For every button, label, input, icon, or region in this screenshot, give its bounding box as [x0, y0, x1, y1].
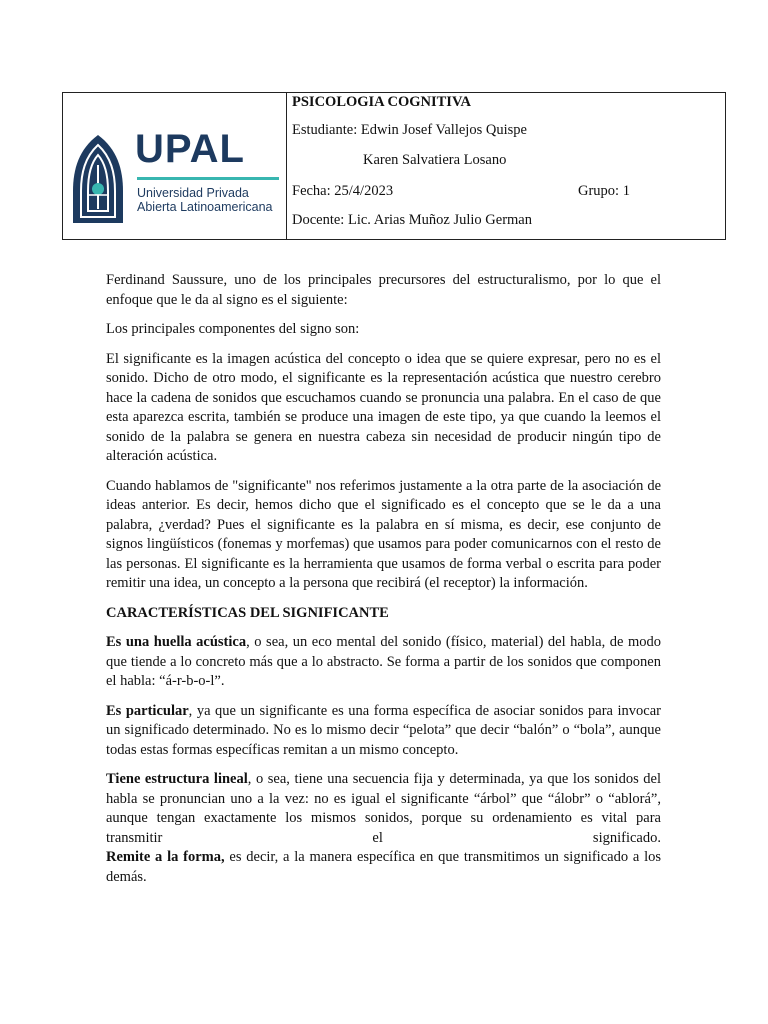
paragraph-components: Los principales componentes del signo son:	[106, 321, 360, 337]
logo-name: UPAL	[135, 127, 245, 171]
info-cell	[287, 93, 725, 239]
logo-divider	[137, 177, 279, 180]
student-line: Estudiante: Edwin Josef Vallejos Quispe	[292, 122, 527, 138]
date-line: Fecha: 25/4/2023	[292, 183, 394, 199]
group-line: Grupo: 1	[578, 183, 630, 199]
section-heading: CARACTERÍSTICAS DEL SIGNIFICANTE	[106, 604, 389, 621]
logo-line-2: Abierta Latinoamericana	[137, 200, 273, 214]
teacher-line: Docente: Lic. Arias Muñoz Julio German	[292, 212, 532, 228]
document-body	[106, 271, 661, 897]
characteristic-2-title: Es particular	[106, 702, 189, 719]
student-2: Karen Salvatiera Losano	[363, 152, 507, 168]
characteristic-3-title: Tiene estructura lineal	[106, 771, 248, 787]
characteristic-4-title: Remite a la forma,	[106, 849, 225, 865]
characteristic-4-text: es decir, a la manera específica en que transmitimos un significado a los demás.	[106, 849, 661, 885]
logo-cell	[63, 93, 287, 239]
characteristic-1	[106, 633, 661, 692]
paragraph-significante-2: Cuando hablamos de "significante" nos referimos justamente a la otra parte de la asociación de ideas anterior. Es decir, hemos dicho que el significado es el concepto que se le da a una palabra, ¿verdad? Pues el significante es la palabra en sí misma, es decir, ese conjunto de signos lingüísticos (fonemas y morfemas) que usamos para poder comunicarnos con el resto de las personas. El significante es la herramienta que usamos de forma verbal o escrita para poder remitir una idea, un concepto a la persona que recibirá (el receptor) la información.	[106, 477, 661, 591]
characteristic-4	[106, 848, 661, 887]
paragraph-intro: Ferdinand Saussure, uno de los principales precursores del estructuralismo, por lo que el enfoque que le da al signo es el siguiente:	[106, 272, 661, 308]
paragraph-significante: El significante es la imagen acústica del concepto o idea que se quiere expresar, pero no es el sonido. Dicho de otro modo, el significante es la representación acústica que nuestro cerebro hace la cadena de sonidos que escuchamos cuando se pronuncia una palabra. En el caso de que esta aparezca escrita, también se produce una imagen de este tipo, ya que cuando la leemos el sonido de la palabra se genera en nuestra cabeza sin necesidad de producir ningún tipo de alteración acústica.	[106, 350, 661, 464]
characteristic-1-text: , o sea, un eco mental del sonido (físico, material) del habla, de modo que tiende a lo concreto más que a lo abstracto. Se forma a partir de los sonidos que componen el habla: “á-r-b-o-l”.	[106, 634, 661, 689]
header-table	[62, 92, 726, 240]
course-title: PSICOLOGIA COGNITIVA	[292, 94, 472, 110]
characteristic-2-text: , ya que un significante es una forma específica de asociar sonidos para invocar un significado determinado. No es lo mismo decir “pelota” que decir “balón” o “bola”, aunque todas estas formas específicas remitan a un mismo concepto.	[106, 702, 661, 758]
characteristic-1-title: Es una huella acústica	[106, 634, 247, 650]
upal-crest-icon	[71, 133, 125, 225]
characteristic-3-text: , o sea, tiene una secuencia fija y determinada, ya que los sonidos del habla se pronuncian uno a la vez: no es igual el significante “árbol” que “álobr” o “ablorá”, aunque tengan exactamente los mismos sonidos, porque su ordenamiento es vital para transmitir el significado.	[106, 771, 661, 846]
logo-line-1: Universidad Privada	[137, 186, 249, 200]
characteristic-3	[106, 770, 661, 848]
characteristic-2	[106, 702, 661, 761]
